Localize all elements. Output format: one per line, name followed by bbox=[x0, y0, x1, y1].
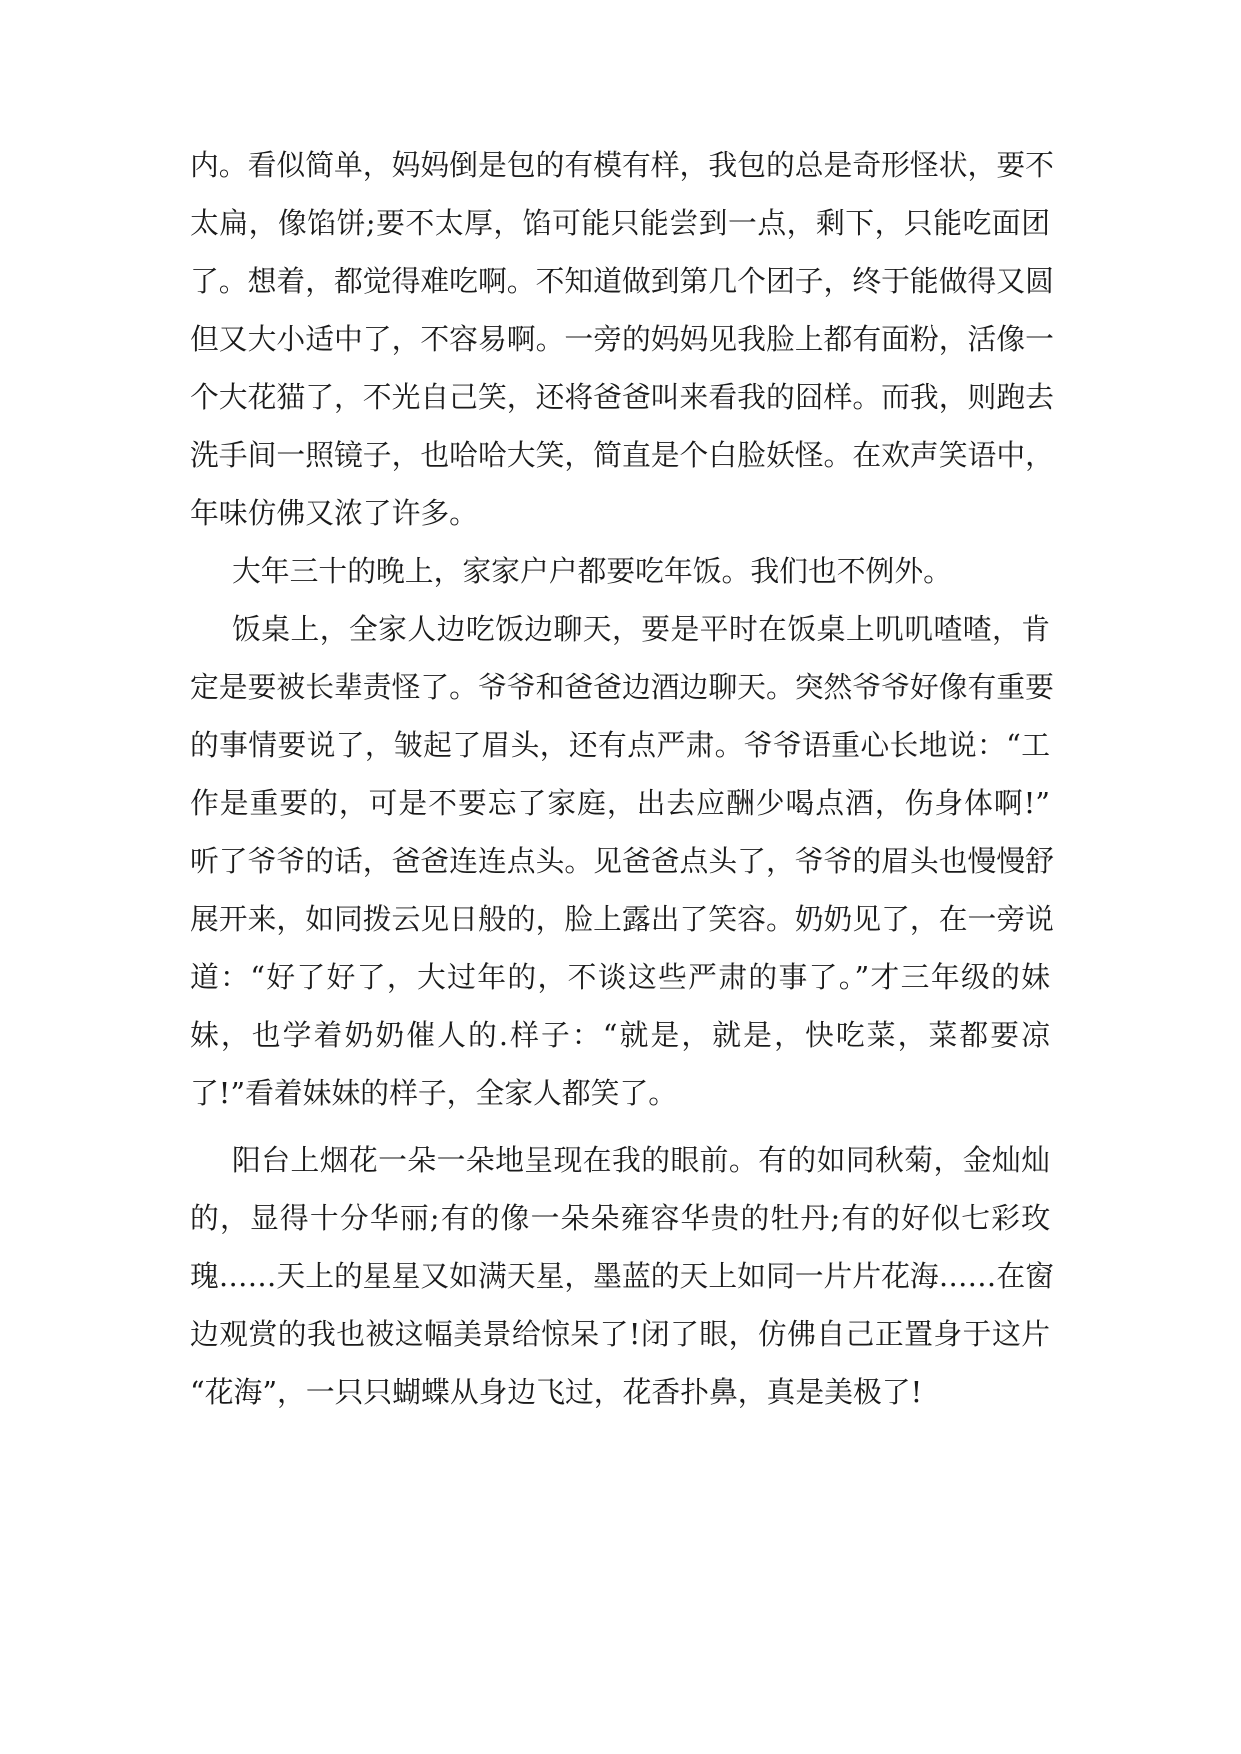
paragraph-line: 了。想着，都觉得难吃啊。不知道做到第几个团子，终于能做得又圆 bbox=[190, 264, 1054, 298]
paragraph-line: 妹，也学着奶奶催人的.样子：“就是，就是，快吃菜，菜都要凉 bbox=[190, 1018, 1050, 1052]
paragraph-line: 个大花猫了，不光自己笑，还将爸爸叫来看我的囧样。而我，则跑去 bbox=[190, 380, 1054, 414]
paragraph-line: 道：“好了好了，大过年的，不谈这些严肃的事了。”才三年级的妹 bbox=[190, 960, 1050, 994]
paragraph-line: 瑰……天上的星星又如满天星，墨蓝的天上如同一片片花海……在窗 bbox=[190, 1259, 1054, 1293]
paragraph-line: 洗手间一照镜子，也哈哈大笑，简直是个白脸妖怪。在欢声笑语中， bbox=[190, 438, 1054, 472]
paragraph-line: 内。看似简单，妈妈倒是包的有模有样，我包的总是奇形怪状，要不 bbox=[190, 148, 1054, 182]
paragraph-line-first: 阳台上烟花一朵一朵地呈现在我的眼前。有的如同秋菊，金灿灿 bbox=[232, 1143, 1050, 1177]
paragraph-line-last: 了!”看着妹妹的样子，全家人都笑了。 bbox=[190, 1076, 678, 1110]
paragraph-line: 展开来，如同拨云见日般的，脸上露出了笑容。奶奶见了，在一旁说 bbox=[190, 902, 1054, 936]
paragraph-line-first: 饭桌上，全家人边吃饭边聊天，要是平时在饭桌上叽叽喳喳，肯 bbox=[232, 612, 1050, 646]
paragraph-line-last: 年味仿佛又浓了许多。 bbox=[190, 496, 478, 530]
paragraph-line: 太扁，像馅饼;要不太厚，馅可能只能尝到一点，剩下，只能吃面团 bbox=[190, 206, 1050, 240]
paragraph-line: 边观赏的我也被这幅美景给惊呆了!闭了眼，仿佛自己正置身于这片 bbox=[190, 1317, 1050, 1351]
paragraph-line: 但又大小适中了，不容易啊。一旁的妈妈见我脸上都有面粉，活像一 bbox=[190, 322, 1054, 356]
paragraph-line: 听了爷爷的话，爸爸连连点头。见爸爸点头了，爷爷的眉头也慢慢舒 bbox=[190, 844, 1054, 878]
paragraph-line: 作是重要的，可是不要忘了家庭，出去应酬少喝点酒，伤身体啊!” bbox=[190, 786, 1050, 820]
paragraph-line-last: “花海”，一只只蝴蝶从身边飞过，花香扑鼻，真是美极了! bbox=[190, 1375, 923, 1409]
paragraph-line-first: 大年三十的晚上，家家户户都要吃年饭。我们也不例外。 bbox=[232, 554, 952, 588]
paragraph-line: 的事情要说了，皱起了眉头，还有点严肃。爷爷语重心长地说：“工 bbox=[190, 728, 1050, 762]
paragraph-line: 定是要被长辈责怪了。爷爷和爸爸边酒边聊天。突然爷爷好像有重要 bbox=[190, 670, 1054, 704]
paragraph-line: 的，显得十分华丽;有的像一朵朵雍容华贵的牡丹;有的好似七彩玫 bbox=[190, 1201, 1050, 1235]
